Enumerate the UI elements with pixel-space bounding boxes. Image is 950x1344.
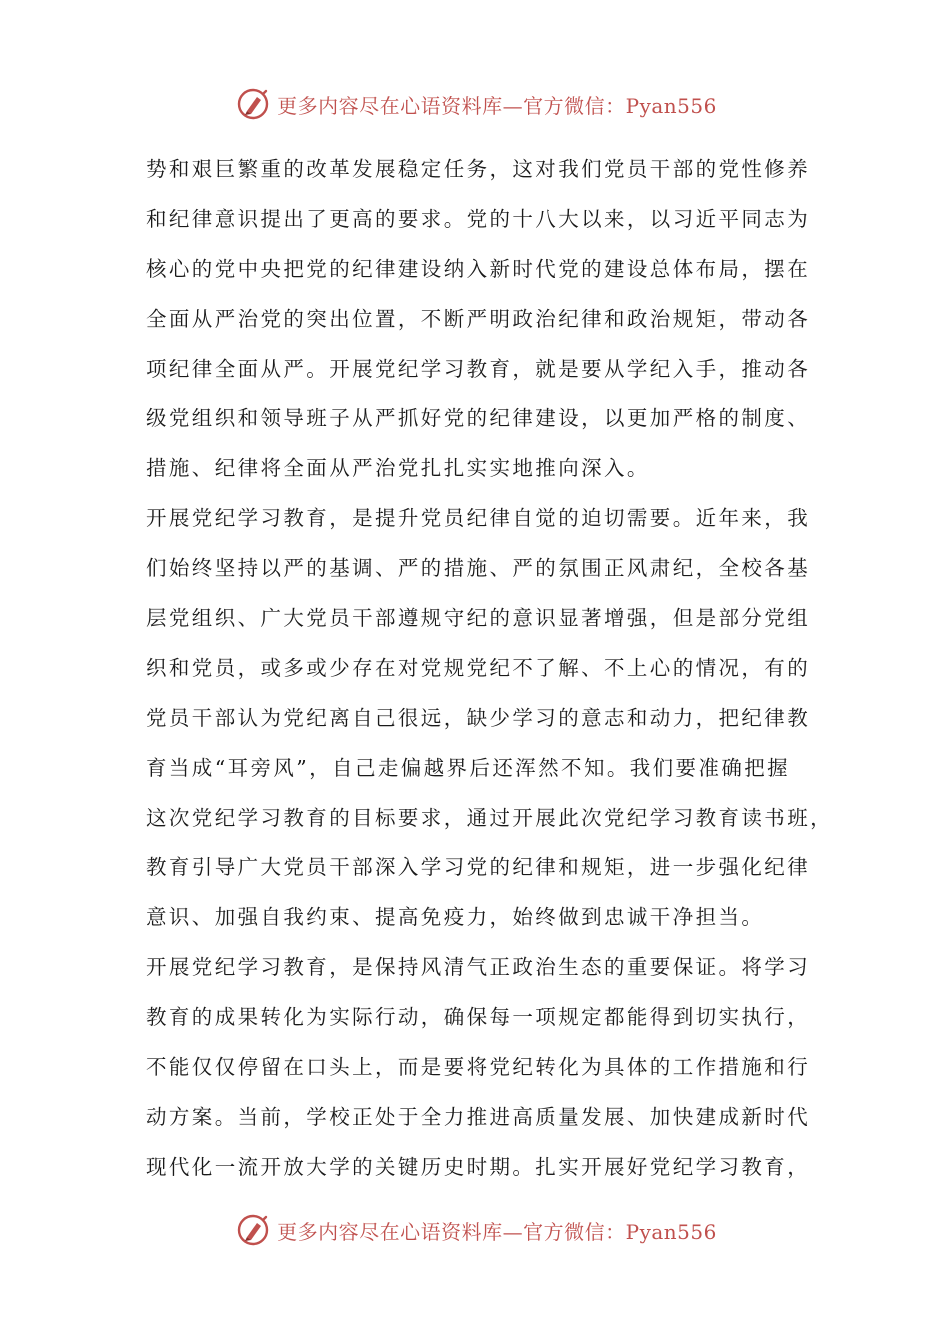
document-body (146, 145, 833, 1193)
banner-text: 更多内容尽在心语资料库—官方微信：Pyan556 (277, 1219, 717, 1244)
pen-nib-logo-icon (233, 1210, 273, 1250)
body-line: 这次党纪学习教育的目标要求，通过开展此次党纪学习教育读书班， (146, 805, 833, 830)
body-line: 措施、纪律将全面从严治党扎扎实实地推向深入。 (146, 456, 650, 481)
body-line: 级党组织和领导班子从严抓好党的纪律建设，以更加严格的制度、 (146, 406, 811, 431)
body-line: 和纪律意识提出了更高的要求。党的十八大以来，以习近平同志为 (146, 206, 811, 231)
body-line: 势和艰巨繁重的改革发展稳定任务，这对我们党员干部的党性修养 (146, 157, 811, 181)
footer-banner (0, 1210, 950, 1250)
pen-nib-logo-icon (233, 84, 273, 124)
body-line: 育当成“耳旁风”，自己走偏越界后还浑然不知。我们要准确把握 (146, 755, 791, 780)
body-line: 们始终坚持以严的基调、严的措施、严的氛围正风肃纪，全校各基 (146, 556, 811, 581)
body-line: 开展党纪学习教育，是提升党员纪律自觉的迫切需要。近年来，我 (146, 506, 811, 531)
banner-text: 更多内容尽在心语资料库—官方微信：Pyan556 (277, 93, 717, 118)
body-line: 现代化一流开放大学的关键历史时期。扎实开展好党纪学习教育， (146, 1154, 811, 1179)
body-line: 织和党员，或多或少存在对党规党纪不了解、不上心的情况，有的 (146, 655, 811, 680)
body-line: 全面从严治党的突出位置，不断严明政治纪律和政治规矩，带动各 (146, 306, 811, 331)
body-line: 教育的成果转化为实际行动，确保每一项规定都能得到切实执行， (146, 1005, 811, 1030)
body-line: 党员干部认为党纪离自己很远，缺少学习的意志和动力，把纪律教 (146, 705, 811, 730)
body-line: 开展党纪学习教育，是保持风清气正政治生态的重要保证。将学习 (146, 955, 811, 980)
body-line: 不能仅仅停留在口头上，而是要将党纪转化为具体的工作措施和行 (146, 1055, 811, 1080)
body-line: 意识、加强自我约束、提高免疫力，始终做到忠诚干净担当。 (146, 905, 765, 930)
body-line: 核心的党中央把党的纪律建设纳入新时代党的建设总体布局，摆在 (146, 256, 811, 281)
body-line: 层党组织、广大党员干部遵规守纪的意识显著增强，但是部分党组 (146, 606, 811, 631)
body-line: 教育引导广大党员干部深入学习党的纪律和规矩，进一步强化纪律 (146, 855, 811, 880)
header-banner (0, 84, 950, 124)
body-line: 项纪律全面从严。开展党纪学习教育，就是要从学纪入手，推动各 (146, 356, 811, 381)
body-line: 动方案。当前，学校正处于全力推进高质量发展、加快建成新时代 (146, 1104, 811, 1129)
